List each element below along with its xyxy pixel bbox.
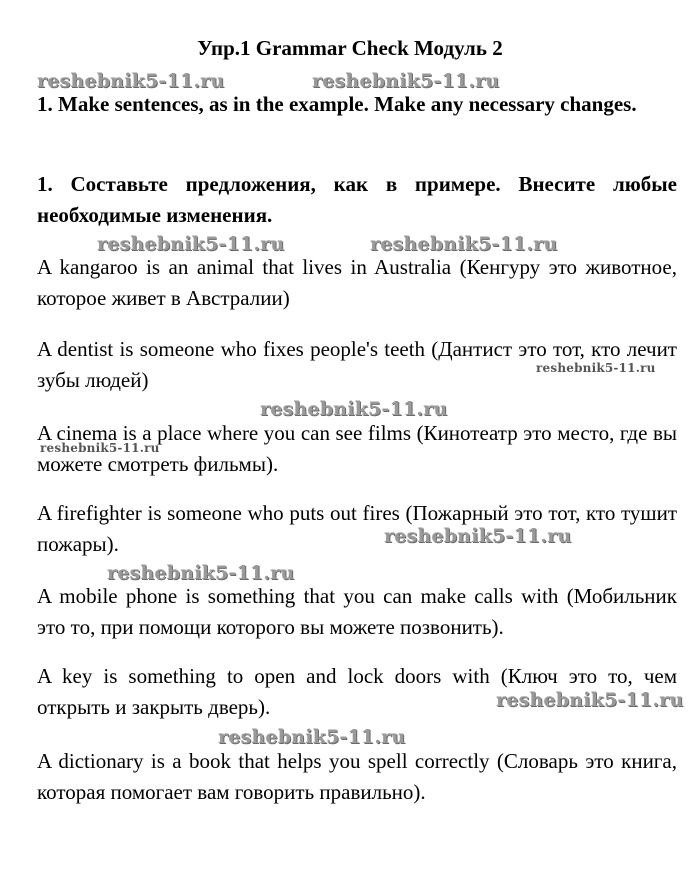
watermark: reshebnik5-11.ru: [260, 398, 448, 420]
page-title: Упр.1 Grammar Check Модуль 2: [197, 36, 503, 60]
sentence-firefighter: A firefighter is someone who puts out fires (Пожарный это тот, кто тушит пожары).: [37, 501, 677, 556]
watermark: reshebnik5-11.ru: [37, 70, 225, 92]
watermark: reshebnik5-11.ru: [97, 233, 285, 255]
watermark: reshebnik5-11.ru: [40, 441, 160, 455]
task-russian: 1. Составьте предложения, как в примере. Внесите любые необходимые изменения.: [37, 172, 677, 227]
sentence-dictionary: A dictionary is a book that helps you spell correctly (Словарь это книга, которая помогает вам говорить правильно).: [37, 749, 677, 804]
watermark: reshebnik5-11.ru: [370, 233, 558, 255]
watermark: reshebnik5-11.ru: [496, 689, 684, 711]
task-english: 1. Make sentences, as in the example. Make any necessary changes.: [37, 92, 637, 116]
watermark: reshebnik5-11.ru: [218, 726, 406, 748]
watermark: reshebnik5-11.ru: [384, 525, 572, 547]
sentence-cinema: A cinema is a place where you can see films (Кинотеатр это место, где вы можете смотреть фильмы).: [37, 421, 677, 476]
sentence-dentist: A dentist is someone who fixes people's teeth (Дантист это тот, кто лечит зубы людей): [37, 337, 677, 392]
sentence-key: A key is something to open and lock doors with (Ключ это то, чем открыть и закрыть дверь).: [37, 664, 677, 719]
sentence-mobile-phone: A mobile phone is something that you can make calls with (Мобильник это то, при помощи которого вы можете позвонить).: [37, 584, 677, 639]
watermark: reshebnik5-11.ru: [312, 70, 500, 92]
sentence-kangaroo: A kangaroo is an animal that lives in Australia (Кенгуру это животное, которое живет в Австралии): [37, 255, 677, 310]
watermark: reshebnik5-11.ru: [536, 361, 656, 375]
watermark: reshebnik5-11.ru: [107, 562, 295, 584]
